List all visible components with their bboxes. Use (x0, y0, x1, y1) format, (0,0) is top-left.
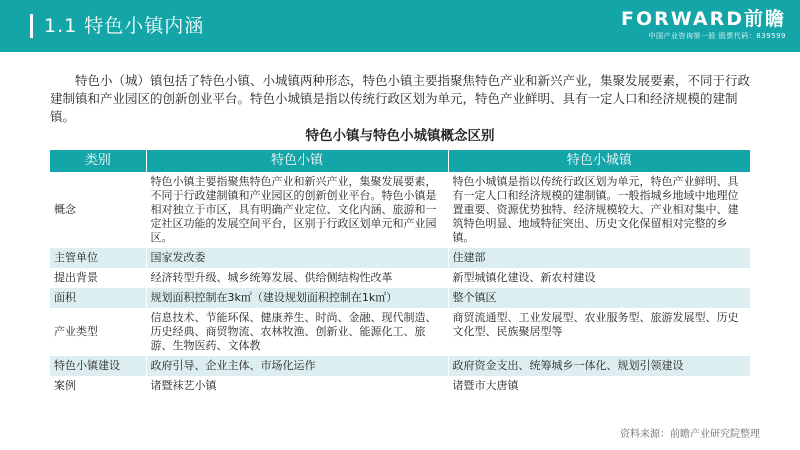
table-title: 特色小镇与特色小城镇概念区别 (305, 128, 495, 144)
row-category: 概念 (50, 172, 146, 248)
header-banner (0, 0, 800, 52)
row-category: 主管单位 (50, 248, 146, 268)
logo-brand-text: FORWARD前瞻 (621, 8, 786, 30)
source-note: 资料来源：前瞻产业研究院整理 (620, 429, 760, 440)
row-small-town-cell: 诸暨市大唐镇 (448, 376, 750, 396)
row-town-cell: 信息技术、节能环保、健康养生、时尚、金融、现代制造、历史经典、商贸物流、农林牧渔、创新业、能源化工、旅游、生物医药、文体教 (146, 308, 448, 356)
row-small-town-cell: 整个镇区 (448, 288, 750, 308)
table-row (50, 248, 750, 268)
row-town-cell: 规划面积控制在3k㎡（建设规划面积控制在1k㎡） (146, 288, 448, 308)
table-row (50, 268, 750, 288)
row-town-cell: 经济转型升级、城乡统筹发展、供给侧结构性改革 (146, 268, 448, 288)
row-town-cell: 政府引导、企业主体、市场化运作 (146, 356, 448, 376)
row-small-town-cell: 商贸流通型、工业发展型、农业服务型、旅游发展型、历史文化型、民族聚居型等 (448, 308, 750, 356)
table-row (50, 172, 750, 248)
page-title: 1.1 特色小镇内涵 (44, 15, 205, 37)
title-accent-bar (30, 14, 33, 38)
row-town-cell: 诸暨袜艺小镇 (146, 376, 448, 396)
row-category: 面积 (50, 288, 146, 308)
header-small-town: 特色小城镇 (448, 150, 750, 172)
row-town-cell: 特色小镇主要指聚焦特色产业和新兴产业，集聚发展要素，不同于行政建制镇和产业园区的创新创业平台。特色小镇是相对独立于市区，具有明确产业定位、文化内涵、旅游和一定社区功能的发展空间平台，区别于行政区划单元和产业园区。 (146, 172, 448, 248)
table-row (50, 288, 750, 308)
row-small-town-cell: 特色小城镇是指以传统行政区划为单元，特色产业鲜明、具有一定人口和经济规模的建制镇。一般指城乡地域中地理位置重要、资源优势独特、经济规模较大、产业相对集中、建筑特色明显、地域特征突出、历史文化保留相对完整的乡镇。 (448, 172, 750, 248)
table-header-row (50, 150, 750, 172)
table-row (50, 376, 750, 396)
header-category: 类别 (50, 150, 146, 172)
row-category: 提出背景 (50, 268, 146, 288)
table-row (50, 356, 750, 376)
logo-tagline: 中国产业咨询第一股 股票代码：839599 (648, 32, 786, 40)
comparison-table (50, 150, 750, 396)
row-category: 案例 (50, 376, 146, 396)
row-category: 产业类型 (50, 308, 146, 356)
row-category: 特色小镇建设 (50, 356, 146, 376)
row-small-town-cell: 新型城镇化建设、新农村建设 (448, 268, 750, 288)
table-row (50, 308, 750, 356)
intro-paragraph: 特色小（城）镇包括了特色小镇、小城镇两种形态，特色小镇主要指聚焦特色产业和新兴产业，集聚发展要素，不同于行政建制镇和产业园区的创新创业平台。特色小城镇是指以传统行政区划为单元，特色产业鲜明、具有一定人口和经济规模的建制镇。 (50, 73, 751, 124)
row-small-town-cell: 住建部 (448, 248, 750, 268)
row-town-cell: 国家发改委 (146, 248, 448, 268)
brand-logo (616, 7, 786, 47)
row-small-town-cell: 政府资金支出、统筹城乡一体化、规划引领建设 (448, 356, 750, 376)
header-town: 特色小镇 (146, 150, 448, 172)
